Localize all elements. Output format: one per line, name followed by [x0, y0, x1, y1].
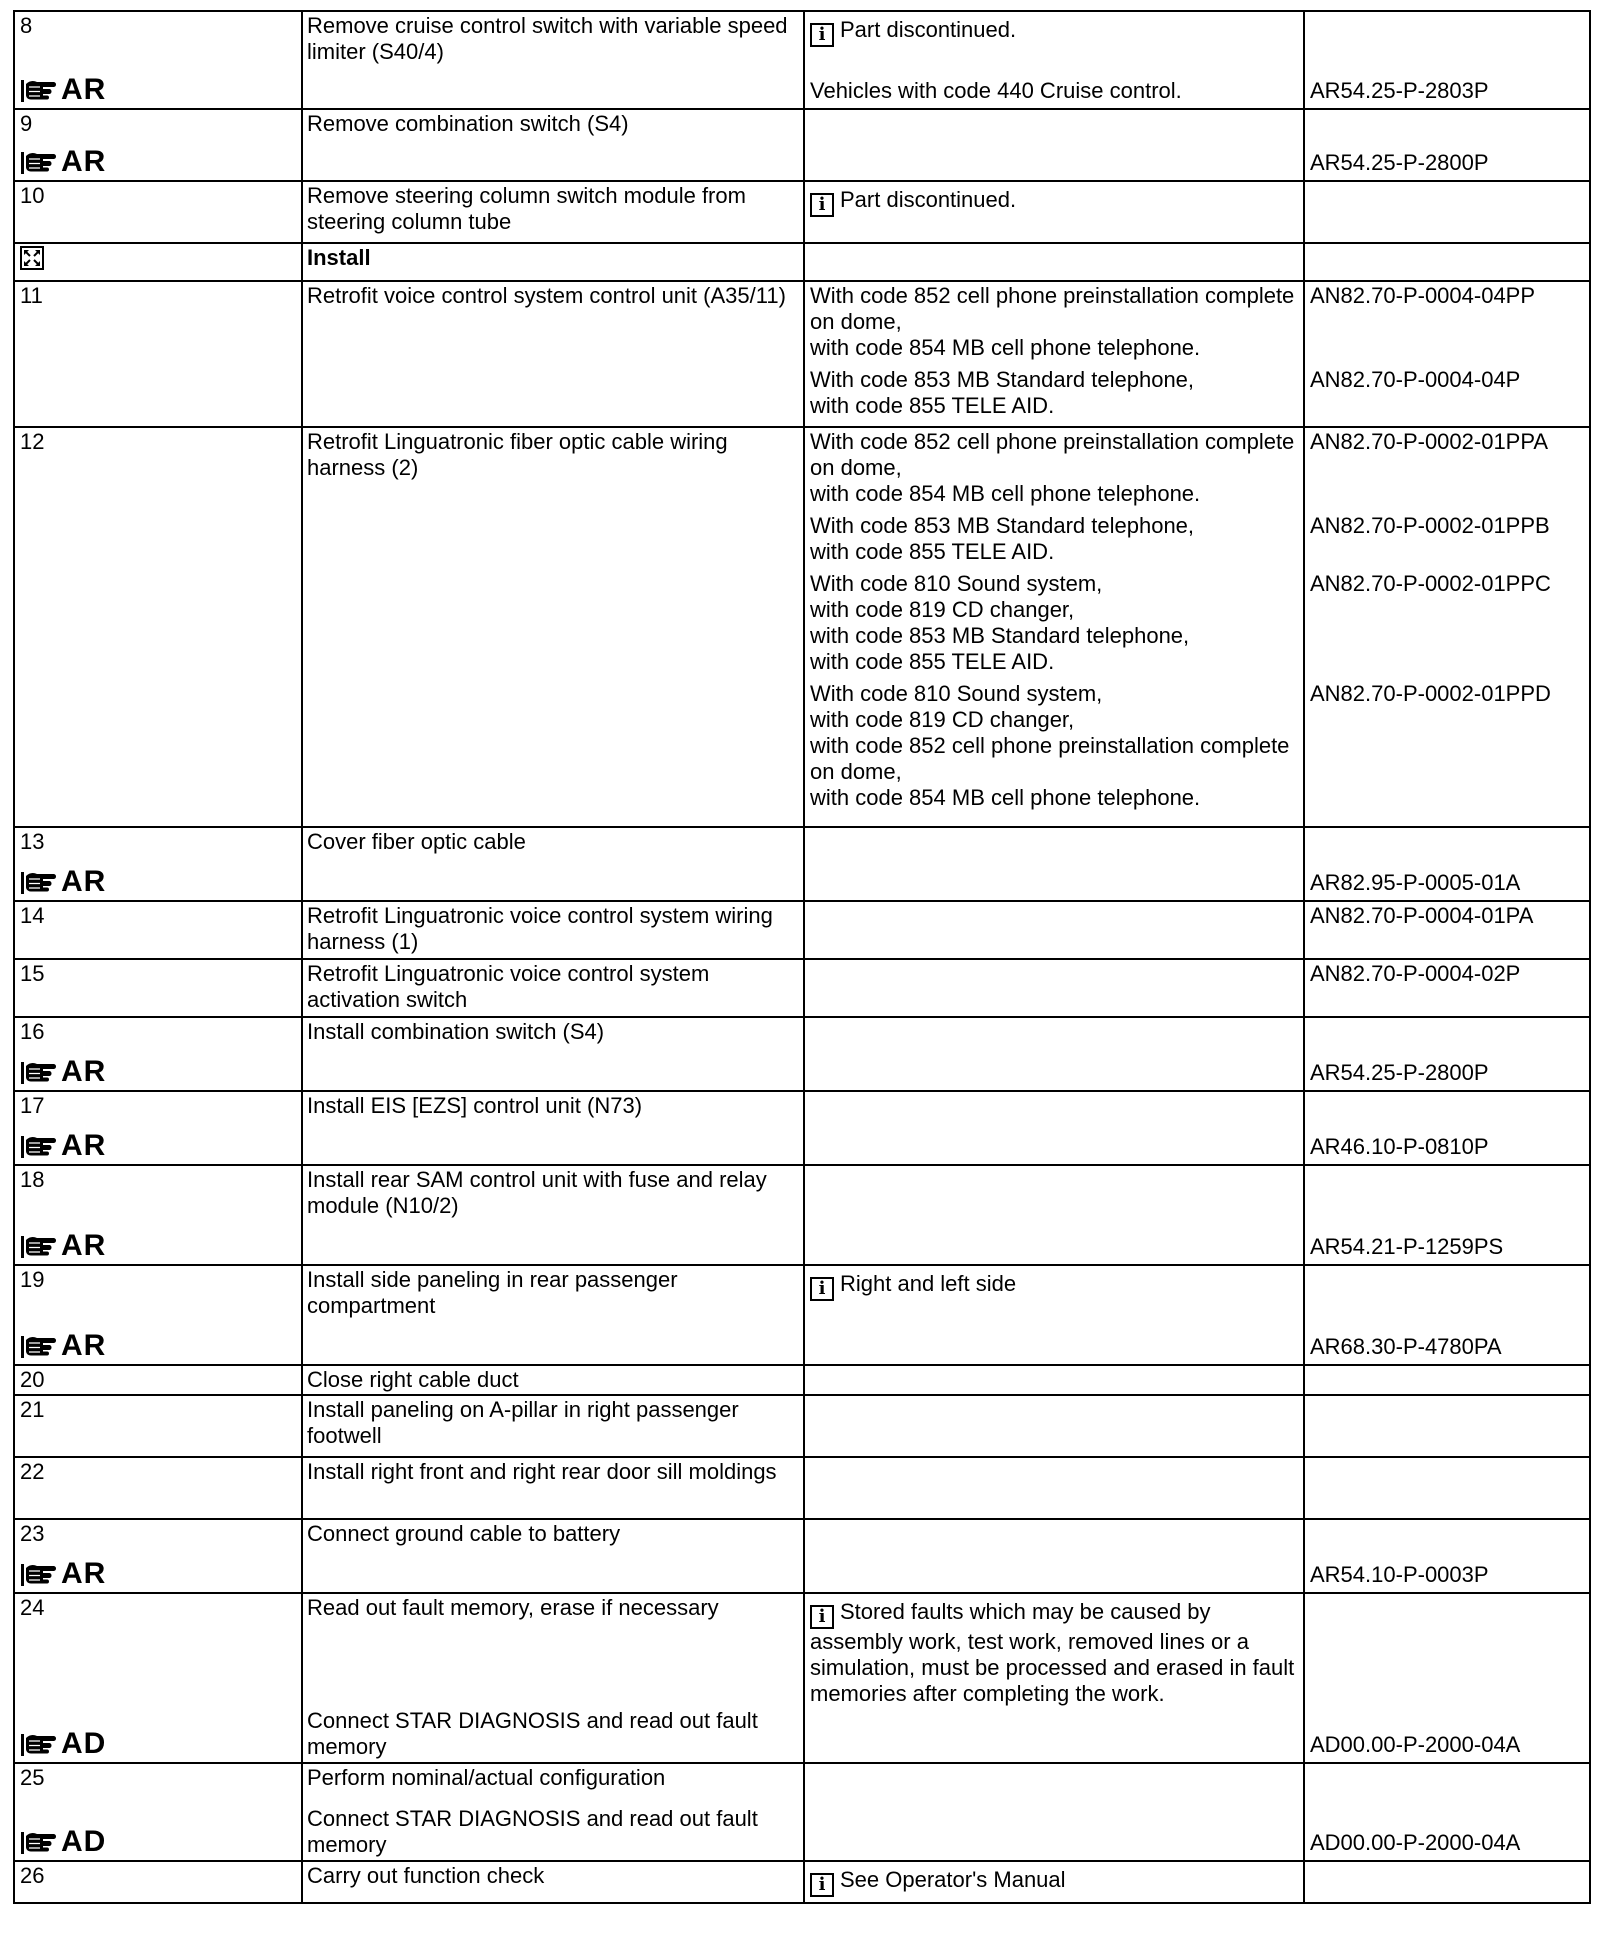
reference-link[interactable]: AN82.70-P-0002-01PPC [1310, 571, 1551, 596]
reference-link[interactable]: AR46.10-P-0810P [1310, 1134, 1489, 1159]
info-icon: i [810, 193, 834, 217]
step-cell [14, 1017, 302, 1091]
info-note-text: See Operator's Manual [840, 1867, 1066, 1892]
work-reference-tag[interactable] [19, 145, 106, 179]
info-note [810, 1599, 1299, 1707]
work-reference-tag[interactable] [19, 1329, 106, 1363]
reference-cell [1304, 427, 1590, 827]
variant-entry: With code 852 cell phone preinstallation complete on dome, with code 854 MB cell phone telephone. [810, 429, 1295, 506]
step-cell [14, 1763, 302, 1861]
tag-label: AR [61, 1329, 107, 1362]
reference-link[interactable]: AN82.70-P-0004-04PP [1310, 283, 1536, 308]
action-cell [302, 1593, 804, 1763]
info-note-text: Right and left side [840, 1271, 1017, 1296]
work-reference-tag[interactable] [19, 1825, 106, 1859]
reference-cell [1304, 1519, 1590, 1593]
reference-cell [1304, 1091, 1590, 1165]
info-icon: i [810, 1605, 834, 1629]
reference-cell [1304, 1265, 1590, 1365]
reference-cell [1304, 1457, 1590, 1519]
action-text: Perform nominal/actual configuration [307, 1765, 666, 1790]
step-row [14, 1017, 1590, 1091]
step-number: 22 [20, 1459, 45, 1484]
action-cell [302, 1091, 804, 1165]
work-reference-tag[interactable] [19, 1229, 106, 1263]
step-row [14, 1861, 1590, 1903]
step-cell [14, 959, 302, 1017]
work-reference-tag[interactable] [19, 73, 106, 107]
reference-cell [1304, 1365, 1590, 1395]
work-reference-tag[interactable] [19, 1727, 106, 1761]
step-cell [14, 1365, 302, 1395]
action-cell [302, 1395, 804, 1457]
step-row [14, 1365, 1590, 1395]
action-text: Install combination switch (S4) [307, 1019, 605, 1044]
step-number: 20 [20, 1367, 45, 1392]
step-number: 12 [20, 429, 45, 454]
reference-cell [1304, 181, 1590, 243]
notes-cell [804, 109, 1304, 181]
action-cell [302, 1165, 804, 1265]
notes-cell [804, 1593, 1304, 1763]
info-icon: i [810, 1277, 834, 1301]
step-row [14, 901, 1590, 959]
procedure-table [13, 10, 1591, 1904]
action-text: Carry out function check [307, 1863, 545, 1888]
info-note-text: Stored faults which may be caused by assembly work, test work, removed lines or a simulation, must be processed and erased in fault memories after completing the work. [810, 1599, 1295, 1706]
action-cell [302, 1763, 804, 1861]
tag-label: AR [61, 1129, 107, 1162]
action-cell [302, 109, 804, 181]
tag-label: AR [61, 1055, 107, 1088]
reference-cell [1304, 281, 1590, 427]
tag-label: AR [61, 1229, 107, 1262]
step-number: 9 [20, 111, 33, 136]
section-row-install [14, 243, 1590, 281]
pointing-hand-icon [19, 1058, 57, 1086]
step-number: 26 [20, 1863, 45, 1888]
action-text: Remove steering column switch module from steering column tube [307, 183, 746, 234]
reference-cell [1304, 1861, 1590, 1903]
action-cell [302, 281, 804, 427]
work-reference-tag[interactable] [19, 865, 106, 899]
work-reference-tag[interactable] [19, 1557, 106, 1591]
action-text: Cover fiber optic cable [307, 829, 526, 854]
variant-entry: With code 810 Sound system, with code 819 CD changer, with code 853 MB Standard telephone, with code 855 TELE AID. [810, 571, 1190, 674]
info-note [810, 1867, 1299, 1897]
pointing-hand-icon [19, 1332, 57, 1360]
action-text: Close right cable duct [307, 1367, 519, 1392]
action-cell [302, 243, 804, 281]
reference-cell [1304, 959, 1590, 1017]
pointing-hand-icon [19, 1828, 57, 1856]
step-cell [14, 1165, 302, 1265]
reference-cell [1304, 1395, 1590, 1457]
reference-cell [1304, 1763, 1590, 1861]
step-row [14, 427, 1590, 827]
reference-cell [1304, 109, 1590, 181]
reference-cell [1304, 1593, 1590, 1763]
step-row [14, 11, 1590, 109]
reference-link[interactable]: AR54.10-P-0003P [1310, 1562, 1489, 1587]
step-number: 19 [20, 1267, 45, 1292]
action-cell [302, 1265, 804, 1365]
step-number: 14 [20, 903, 45, 928]
step-row [14, 281, 1590, 427]
action-cell [302, 427, 804, 827]
work-reference-tag[interactable] [19, 1055, 106, 1089]
notes-cell [804, 1395, 1304, 1457]
tag-label: AD [61, 1825, 107, 1858]
action-text: Install EIS [EZS] control unit (N73) [307, 1093, 643, 1118]
notes-cell [804, 243, 1304, 281]
notes-cell [804, 959, 1304, 1017]
action-cell [302, 1861, 804, 1903]
action-text: Remove combination switch (S4) [307, 111, 629, 136]
notes-cell [804, 1861, 1304, 1903]
step-row [14, 1395, 1590, 1457]
step-number: 24 [20, 1595, 45, 1620]
step-row [14, 1519, 1590, 1593]
step-cell [14, 1593, 302, 1763]
step-number: 25 [20, 1765, 45, 1790]
pointing-hand-icon [19, 148, 57, 176]
notes-cell [804, 181, 1304, 243]
action-text: Read out fault memory, erase if necessary [307, 1595, 719, 1620]
step-cell [14, 427, 302, 827]
step-cell [14, 1265, 302, 1365]
notes-cell [804, 827, 1304, 901]
step-cell [14, 243, 302, 281]
notes-cell [804, 1091, 1304, 1165]
notes-cell [804, 1365, 1304, 1395]
action-cell [302, 1519, 804, 1593]
variant-entry: With code 852 cell phone preinstallation complete on dome, with code 854 MB cell phone telephone. [810, 283, 1295, 360]
reference-link[interactable]: AD00.00-P-2000-04A [1310, 1830, 1521, 1855]
reference-link[interactable]: AN82.70-P-0002-01PPA [1310, 429, 1549, 454]
notes-cell [804, 1165, 1304, 1265]
step-number: 17 [20, 1093, 45, 1118]
notes-cell [804, 281, 1304, 427]
step-cell [14, 1861, 302, 1903]
action-cell [302, 1457, 804, 1519]
step-cell [14, 1395, 302, 1457]
step-cell [14, 1457, 302, 1519]
notes-cell [804, 1017, 1304, 1091]
variant-entry: With code 853 MB Standard telephone, with code 855 TELE AID. [810, 367, 1195, 418]
step-cell [14, 901, 302, 959]
procedure-table-body [14, 11, 1590, 1903]
action-text: Connect ground cable to battery [307, 1521, 621, 1546]
reference-link[interactable]: AR54.21-P-1259PS [1310, 1234, 1504, 1259]
step-number: 10 [20, 183, 45, 208]
action-text: Install paneling on A-pillar in right passenger footwell [307, 1397, 739, 1448]
step-row [14, 827, 1590, 901]
action-cell [302, 959, 804, 1017]
tag-label: AD [61, 1727, 107, 1760]
action-text: Retrofit voice control system control unit (A35/11) [307, 283, 786, 308]
work-reference-tag[interactable] [19, 1129, 106, 1163]
step-row [14, 1165, 1590, 1265]
action-cell [302, 1365, 804, 1395]
info-note [810, 187, 1299, 217]
reference-cell [1304, 827, 1590, 901]
notes-cell [804, 901, 1304, 959]
reference-cell [1304, 901, 1590, 959]
notes-cell [804, 1265, 1304, 1365]
step-cell [14, 1091, 302, 1165]
step-number: 21 [20, 1397, 45, 1422]
action-text: Install right front and right rear door sill moldings [307, 1459, 777, 1484]
pointing-hand-icon [19, 868, 57, 896]
notes-cell [804, 1519, 1304, 1593]
action-text: Retrofit Linguatronic fiber optic cable wiring harness (2) [307, 429, 728, 480]
info-icon: i [810, 1873, 834, 1897]
reference-cell [1304, 1017, 1590, 1091]
reference-link[interactable]: AR82.95-P-0005-01A [1310, 870, 1521, 895]
step-row [14, 109, 1590, 181]
info-icon: i [810, 23, 834, 47]
condition-text: Vehicles with code 440 Cruise control. [810, 78, 1182, 103]
pointing-hand-icon [19, 1560, 57, 1588]
step-cell [14, 827, 302, 901]
step-row [14, 1091, 1590, 1165]
reference-link[interactable]: AN82.70-P-0004-02P [1310, 961, 1521, 986]
step-cell [14, 1519, 302, 1593]
pointing-hand-icon [19, 1730, 57, 1758]
step-number: 16 [20, 1019, 45, 1044]
tag-label: AR [61, 865, 107, 898]
step-row [14, 959, 1590, 1017]
step-number: 18 [20, 1167, 45, 1192]
step-row [14, 1593, 1590, 1763]
action-text: Remove cruise control switch with variable speed limiter (S40/4) [307, 13, 788, 64]
info-note-text: Part discontinued. [840, 187, 1017, 212]
reference-link[interactable]: AD00.00-P-2000-04A [1310, 1732, 1521, 1757]
notes-cell [804, 427, 1304, 827]
step-cell [14, 181, 302, 243]
step-cell [14, 11, 302, 109]
action-cell [302, 11, 804, 109]
tag-label: AR [61, 1557, 107, 1590]
reference-link[interactable]: AR54.25-P-2800P [1310, 1060, 1489, 1085]
step-number: 15 [20, 961, 45, 986]
action-subtext: Connect STAR DIAGNOSIS and read out fault memory [307, 1708, 758, 1759]
notes-cell [804, 11, 1304, 109]
action-cell [302, 827, 804, 901]
step-row [14, 1763, 1590, 1861]
reference-link[interactable]: AN82.70-P-0002-01PPB [1310, 513, 1550, 538]
action-cell [302, 901, 804, 959]
reference-cell [1304, 11, 1590, 109]
step-number: 11 [20, 283, 43, 308]
variant-entry: With code 810 Sound system, with code 819 CD changer, with code 852 cell phone preinstallation complete on dome, with code 854 MB cell phone telephone. [810, 681, 1290, 810]
step-row [14, 1457, 1590, 1519]
step-row [14, 1265, 1590, 1365]
info-note [810, 17, 1299, 47]
reference-link[interactable]: AN82.70-P-0004-04P [1310, 367, 1521, 392]
action-text: Install side paneling in rear passenger compartment [307, 1267, 678, 1318]
reference-link[interactable]: AR54.25-P-2803P [1310, 78, 1489, 103]
step-cell [14, 281, 302, 427]
reference-cell [1304, 1165, 1590, 1265]
info-note [810, 1271, 1299, 1301]
step-number: 13 [20, 829, 45, 854]
step-row [14, 181, 1590, 243]
reference-link[interactable]: AR68.30-P-4780PA [1310, 1334, 1502, 1359]
info-note-text: Part discontinued. [840, 17, 1017, 42]
reference-link[interactable]: AR54.25-P-2800P [1310, 150, 1489, 175]
reference-link[interactable]: AN82.70-P-0004-01PA [1310, 903, 1534, 928]
step-number: 8 [20, 13, 33, 38]
step-number: 23 [20, 1521, 45, 1546]
procedure-sheet [13, 10, 1589, 1904]
notes-cell [804, 1457, 1304, 1519]
notes-cell [804, 1763, 1304, 1861]
reference-link[interactable]: AN82.70-P-0002-01PPD [1310, 681, 1551, 706]
pointing-hand-icon [19, 76, 57, 104]
step-cell [14, 109, 302, 181]
action-text: Install rear SAM control unit with fuse and relay module (N10/2) [307, 1167, 767, 1218]
action-text: Retrofit Linguatronic voice control system activation switch [307, 961, 710, 1012]
reference-cell [1304, 243, 1590, 281]
pointing-hand-icon [19, 1132, 57, 1160]
action-subtext: Connect STAR DIAGNOSIS and read out fault memory [307, 1806, 758, 1857]
variant-entry: With code 853 MB Standard telephone, with code 855 TELE AID. [810, 513, 1195, 564]
install-icon [20, 246, 44, 270]
tag-label: AR [61, 73, 107, 106]
pointing-hand-icon [19, 1232, 57, 1260]
action-cell [302, 1017, 804, 1091]
tag-label: AR [61, 145, 107, 178]
section-title: Install [307, 245, 371, 270]
action-cell [302, 181, 804, 243]
action-text: Retrofit Linguatronic voice control system wiring harness (1) [307, 903, 773, 954]
